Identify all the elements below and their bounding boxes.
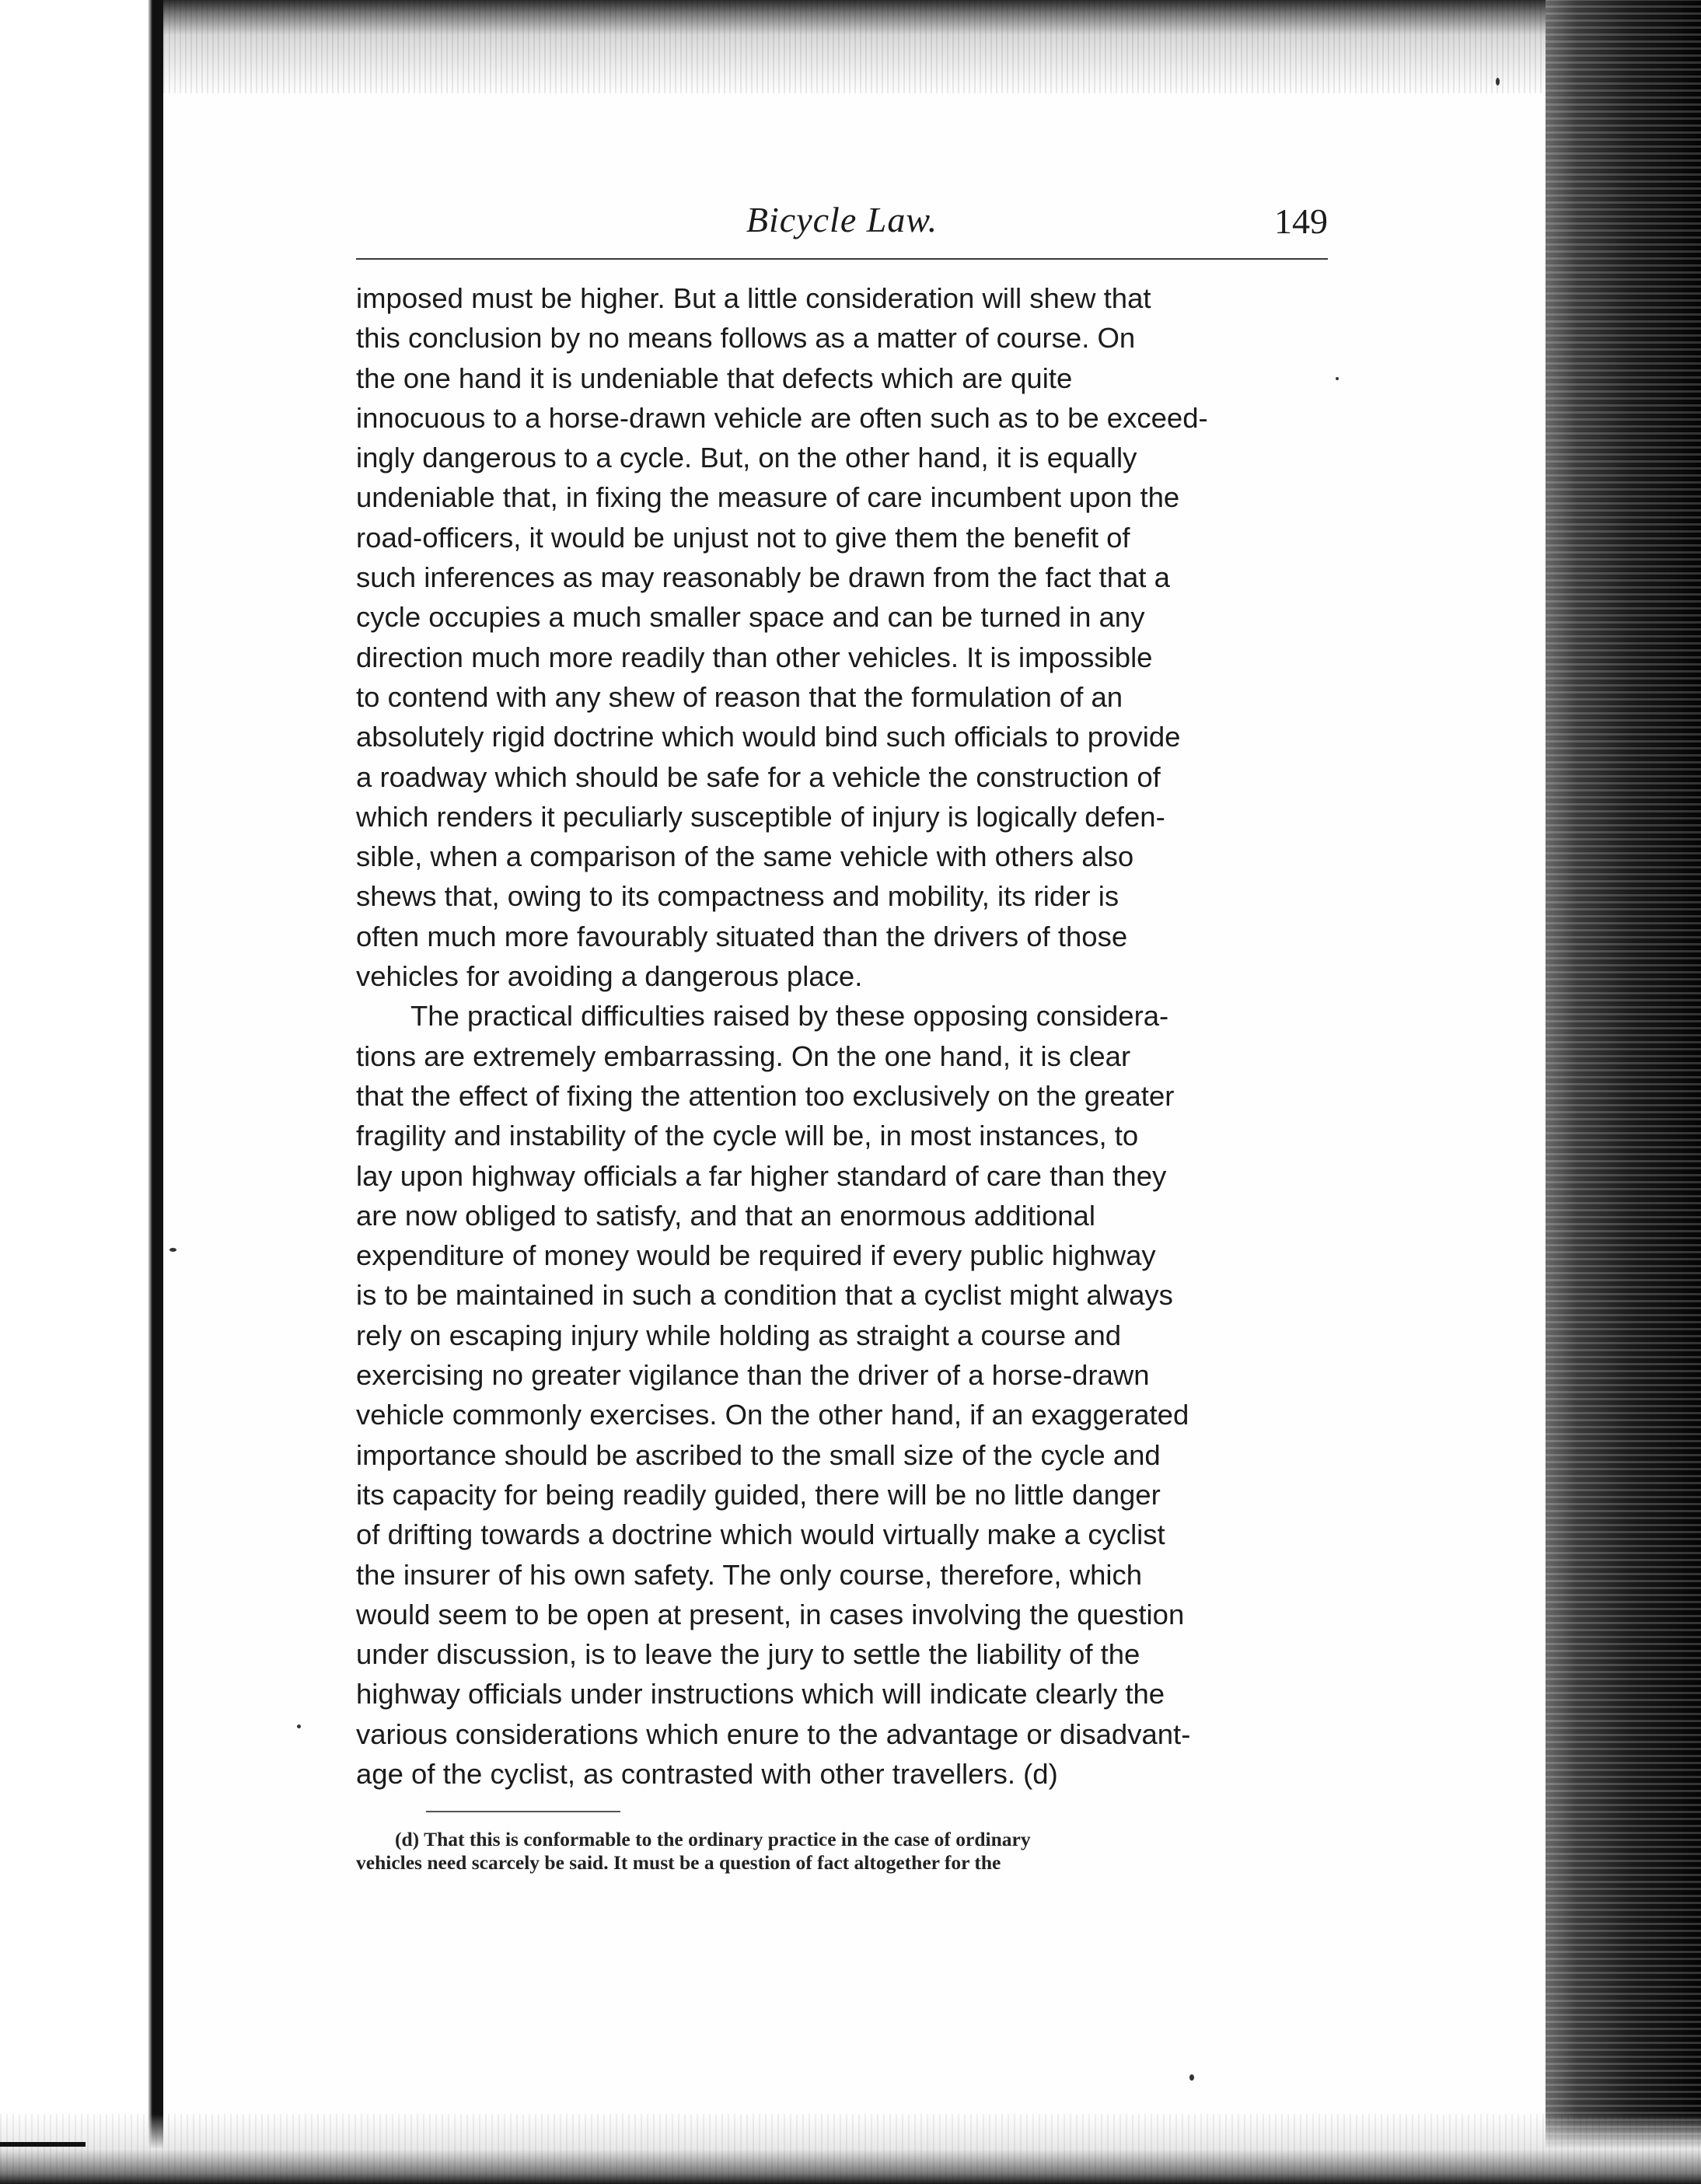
text-line: which renders it peculiarly susceptible of injury is logically defen-: [356, 800, 1165, 833]
text-line: The practical difficulties raised by these opposing considera-: [410, 1000, 1169, 1033]
text-line: its capacity for being readily guided, there will be no little danger: [356, 1478, 1161, 1511]
scan-corner-mark: [0, 2142, 86, 2147]
scan-speck: [297, 1724, 301, 1728]
text-line: the one hand it is undeniable that defects which are quite: [356, 362, 1073, 394]
page-content: [356, 194, 1328, 1875]
text-line: lay upon highway officials a far higher standard of care than they: [356, 1159, 1167, 1192]
text-line: such inferences as may reasonably be drawn from the fact that a: [356, 561, 1170, 594]
text-line: highway officials under instructions which will indicate clearly the: [356, 1678, 1165, 1711]
footnote-rule: [426, 1811, 620, 1812]
text-line: fragility and instability of the cycle will be, in most instances, to: [356, 1120, 1139, 1152]
text-line: expenditure of money would be required if every public highway: [356, 1239, 1156, 1272]
text-line: are now obliged to satisfy, and that an enormous additional: [356, 1199, 1095, 1232]
scan-top-edge: [0, 0, 1701, 93]
scan-left-border: [0, 0, 163, 2184]
scan-speck: [1336, 377, 1339, 380]
scan-right-gutter: [1546, 0, 1701, 2184]
header-rule: [356, 258, 1328, 260]
footnote: [356, 1828, 1328, 1875]
scan-speck: [1189, 2074, 1194, 2081]
text-line: direction much more readily than other vehicles. It is impossible: [356, 641, 1153, 673]
text-line: ingly dangerous to a cycle. But, on the other hand, it is equally: [356, 442, 1137, 474]
footnote-line: (d) That this is conformable to the ordinary practice in the case of ordinary: [395, 1828, 1031, 1851]
running-head: [356, 194, 1328, 252]
text-line: the insurer of his own safety. The only course, therefore, which: [356, 1558, 1143, 1591]
text-line: innocuous to a horse-drawn vehicle are often such as to be exceed-: [356, 401, 1208, 434]
text-line: vehicles for avoiding a dangerous place.: [356, 960, 863, 993]
text-line: a roadway which should be safe for a vehicle the construction of: [356, 760, 1161, 793]
scan-speck: [1496, 78, 1500, 86]
text-line: shews that, owing to its compactness and mobility, its rider is: [356, 880, 1119, 913]
text-line: age of the cyclist, as contrasted with other travellers. (d): [356, 1757, 1058, 1790]
text-line: to contend with any shew of reason that the formulation of an: [356, 680, 1123, 713]
text-line: imposed must be higher. But a little consideration will shew that: [356, 282, 1151, 314]
text-line: often much more favourably situated than the drivers of those: [356, 920, 1128, 952]
running-title: Bicycle Law.: [746, 200, 938, 239]
paragraph-1: [356, 278, 1328, 996]
text-line: that the effect of fixing the attention too exclusively on the greater: [356, 1079, 1175, 1112]
text-line: various considerations which enure to the advantage or disadvant-: [356, 1717, 1191, 1750]
scan-bottom-edge: [0, 2114, 1701, 2184]
text-line: tions are extremely embarrassing. On the one hand, it is clear: [356, 1040, 1131, 1072]
page-number: 149: [1274, 201, 1328, 241]
footnote-line: vehicles need scarcely be said. It must be a question of fact altogether for the: [356, 1851, 1001, 1875]
text-line: vehicle commonly exercises. On the other hand, if an exaggerated: [356, 1399, 1189, 1431]
paragraph-2: [356, 996, 1328, 1794]
text-line: of drifting towards a doctrine which would virtually make a cyclist: [356, 1518, 1165, 1551]
text-line: road-officers, it would be unjust not to give them the benefit of: [356, 521, 1130, 554]
text-line: would seem to be open at present, in cases involving the question: [356, 1598, 1185, 1630]
text-line: absolutely rigid doctrine which would bind such officials to provide: [356, 721, 1181, 753]
text-line: exercising no greater vigilance than the driver of a horse-drawn: [356, 1359, 1150, 1392]
text-line: cycle occupies a much smaller space and can be turned in any: [356, 601, 1145, 634]
scan-speck: [169, 1248, 176, 1252]
text-line: sible, when a comparison of the same vehicle with others also: [356, 840, 1134, 873]
text-line: rely on escaping injury while holding as straight a course and: [356, 1319, 1122, 1351]
text-line: under discussion, is to leave the jury to settle the liability of the: [356, 1638, 1140, 1671]
text-line: importance should be ascribed to the small size of the cycle and: [356, 1438, 1161, 1471]
text-line: undeniable that, in fixing the measure of care incumbent upon the: [356, 481, 1180, 514]
text-line: this conclusion by no means follows as a matter of course. On: [356, 322, 1136, 355]
text-line: is to be maintained in such a condition that a cyclist might always: [356, 1279, 1173, 1312]
